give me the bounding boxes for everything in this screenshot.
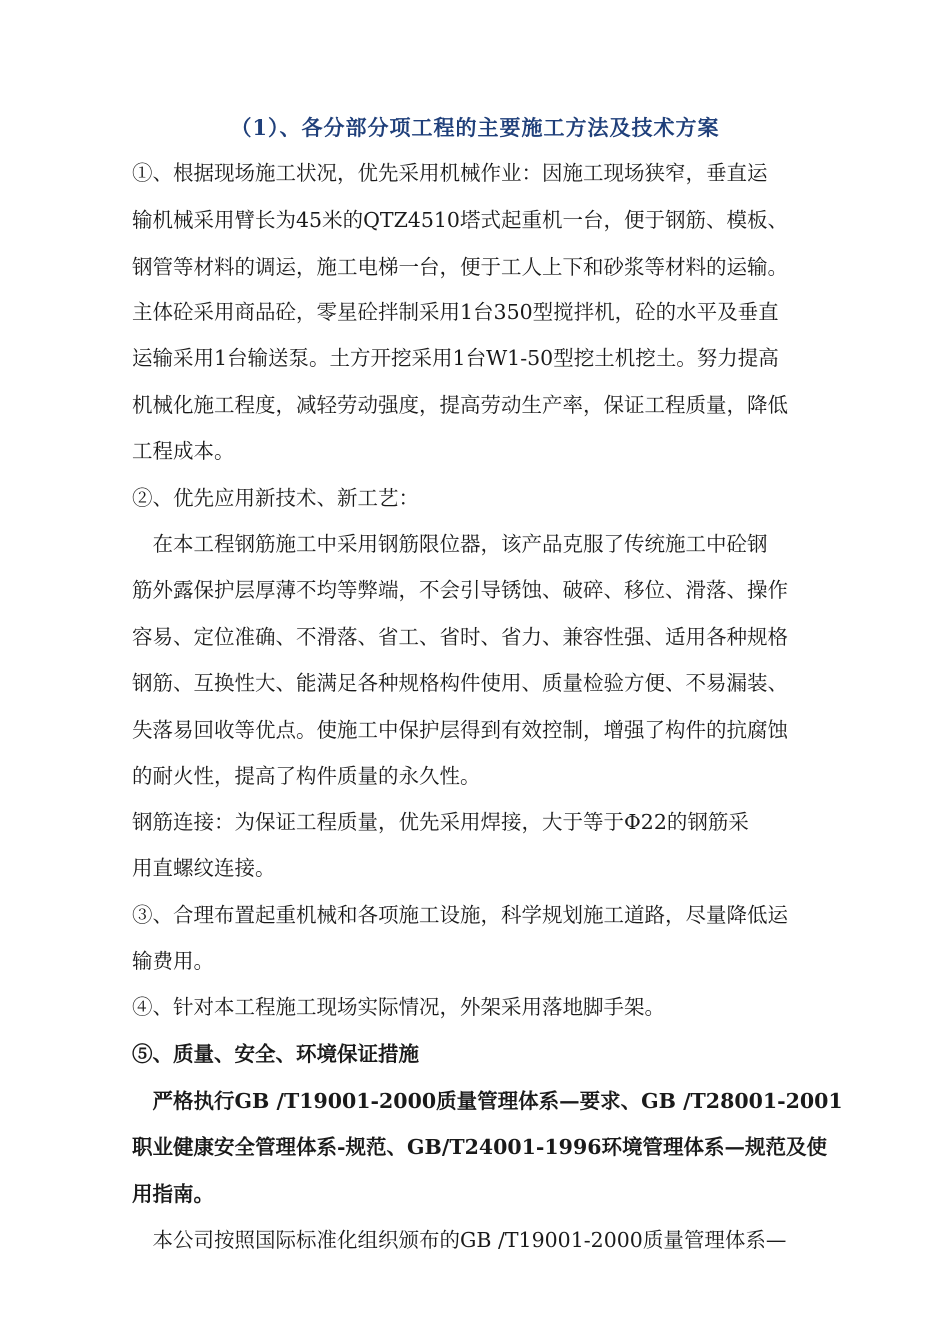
paragraph-line: ①、根据现场施工状况，优先采用机械作业：因施工现场狭窄，垂直运: [132, 161, 768, 185]
document-title: （1）、各分部分项工程的主要施工方法及技术方案: [230, 115, 720, 140]
paragraph-line-bold: 用指南。: [132, 1182, 214, 1206]
paragraph-line: 容易、定位准确、不滑落、省工、省时、省力、兼容性强、适用各种规格: [132, 625, 788, 649]
paragraph-line: 钢管等材料的调运，施工电梯一台，便于工人上下和砂浆等材料的运输。: [132, 255, 788, 279]
paragraph-line: 失落易回收等优点。使施工中保护层得到有效控制，增强了构件的抗腐蚀: [132, 718, 788, 742]
section-heading: ⑤、质量、安全、环境保证措施: [132, 1042, 419, 1066]
paragraph-line: 输机械采用臂长为45米的QTZ4510塔式起重机一台，便于钢筋、模板、: [132, 208, 788, 232]
paragraph-line: 输费用。: [132, 949, 214, 973]
paragraph-line: ②、优先应用新技术、新工艺：: [132, 486, 419, 510]
paragraph-line: 机械化施工程度，减轻劳动强度，提高劳动生产率，保证工程质量，降低: [132, 393, 788, 417]
paragraph-line: 本公司按照国际标准化组织颁布的GB /T19001-2000质量管理体系—: [132, 1228, 787, 1252]
paragraph-line-bold: 职业健康安全管理体系-规范、GB/T24001-1996环境管理体系—规范及使: [132, 1135, 827, 1159]
paragraph-line: 钢筋连接：为保证工程质量，优先采用焊接，大于等于Φ22的钢筋采: [132, 810, 749, 834]
paragraph-line: 主体砼采用商品砼，零星砼拌制采用1台350型搅拌机，砼的水平及垂直: [132, 300, 779, 324]
paragraph-line: 的耐火性，提高了构件质量的永久性。: [132, 764, 481, 788]
paragraph-line: 用直螺纹连接。: [132, 856, 276, 880]
paragraph-line-bold: 严格执行GB /T19001-2000质量管理体系—要求、GB /T28001-2001: [132, 1089, 843, 1113]
paragraph-line: 在本工程钢筋施工中采用钢筋限位器，该产品克服了传统施工中砼钢: [132, 532, 768, 556]
paragraph-line: 工程成本。: [132, 439, 235, 463]
paragraph-line: 钢筋、互换性大、能满足各种规格构件使用、质量检验方便、不易漏装、: [132, 671, 788, 695]
paragraph-line: 运输采用1台输送泵。土方开挖采用1台W1-50型挖土机挖土。努力提高: [132, 346, 779, 370]
paragraph-line: ③、合理布置起重机械和各项施工设施，科学规划施工道路，尽量降低运: [132, 903, 788, 927]
paragraph-line: 筋外露保护层厚薄不均等弊端，不会引导锈蚀、破碎、移位、滑落、操作: [132, 578, 788, 602]
paragraph-line: ④、针对本工程施工现场实际情况，外架采用落地脚手架。: [132, 995, 665, 1019]
